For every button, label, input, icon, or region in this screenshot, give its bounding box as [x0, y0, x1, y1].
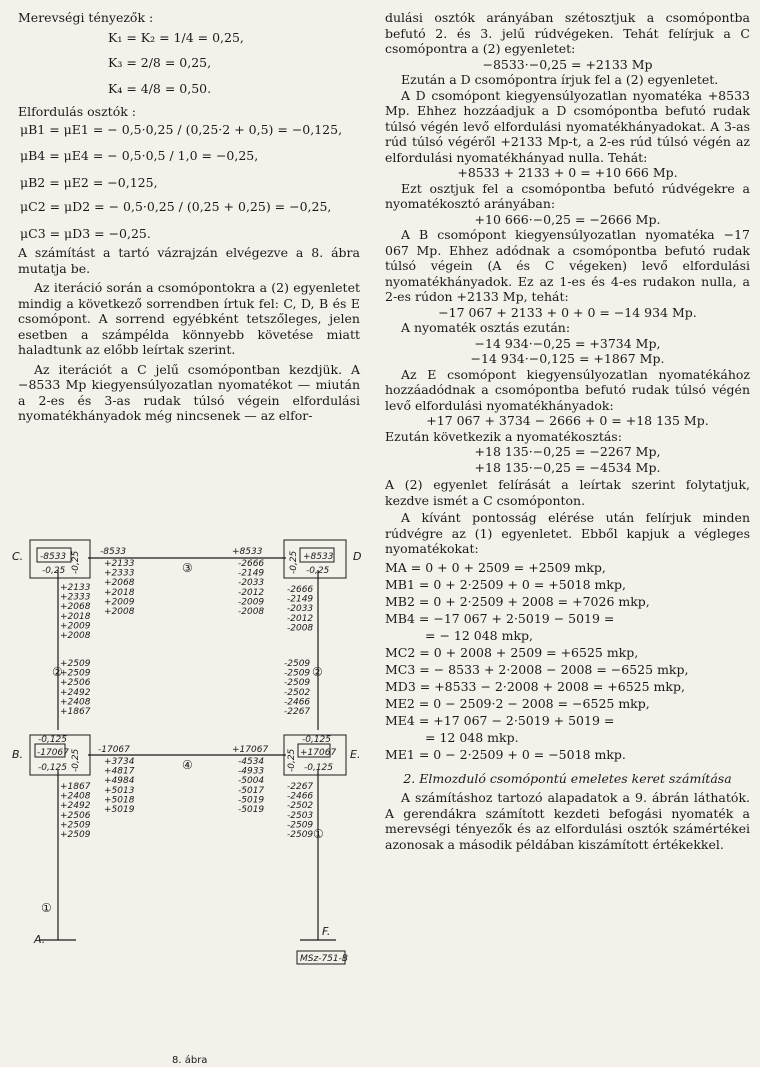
- beam-bottom-left-value: +3734: [104, 757, 135, 767]
- b-box-bottom: -0,125: [38, 763, 68, 773]
- column-b-top-value: +1867: [60, 707, 91, 717]
- equation-b-split-1: −14 934·−0,25 = +3734 Mp,: [474, 335, 661, 351]
- standard-stamp: MSz-751-B: [300, 954, 349, 964]
- section-heading: 2. Elmozduló csomópontú emeletes keret számítása: [403, 770, 732, 786]
- mu-eq-2: μB4 = μE4 = − 0,5·0,5 / 1,0 = −0,25,: [20, 148, 259, 163]
- equation-c-distribution: −8533·−0,25 = +2133 Mp: [482, 56, 653, 72]
- beam-bottom-right-value: -5019: [238, 795, 265, 806]
- final-moment-c3: MC3 = − 8533 + 2·2008 − 2008 = −6525 mkp,: [385, 661, 689, 677]
- paragraph-basic-data: A számításhoz tartozó alapadatok a 9. ábrán láthatók. A gerendákra számított kezdeti befogási nyomaték a merevségi tényezők és az elfordulási osztók számértékei azonosak a második példában kiszámított értékekkel.: [385, 790, 750, 852]
- column-e-bottom-value: -2503: [287, 810, 314, 821]
- beam-bottom-right-value: +17067: [232, 745, 269, 755]
- paragraph-d-split: Ezt osztjuk fel a csomópontba befutó rúdvégekre a nyomatékosztó arányában:: [385, 180, 750, 211]
- beam-bottom-left-value: +5018: [104, 795, 135, 806]
- final-moment-e4-result: = 12 048 mkp.: [425, 729, 519, 745]
- beam-bottom-right-value: -4933: [238, 766, 265, 777]
- paragraph-figure-ref: A számítást a tartó vázrajzán elvégezve a 8. ábra mutatja be.: [18, 245, 360, 276]
- b-box-moment: -17067: [37, 748, 69, 758]
- column-c-value: +2009: [60, 621, 91, 632]
- paragraph-iteration-order: Az iteráció során a csomópontokra a (2) egyenletet mindig a következő sorrendben írtuk fel: C, D, B és E csomópont. A sorrend egyébként tetszőleges, jelen esetben a számpélda könnyebb követése miatt haladtunk az előbb leírtak szerint.: [18, 280, 360, 357]
- mu-eq-4: μC2 = μD2 = − 0,5·0,25 / (0,25 + 0,25) = −0,25,: [20, 199, 332, 214]
- final-moment-c2: MC2 = 0 + 2008 + 2509 = +6525 mkp,: [385, 644, 639, 660]
- e-box-vertical: -0,25: [287, 748, 297, 772]
- figure-caption: 8. ábra: [172, 1055, 208, 1066]
- paragraph-node-b: A B csomópont kiegyensúlyozatlan nyomatéka −17 067 Mp. Ehhez adódnak a csomópontba befutó rudak túlsó végein (A és C végeken) levő elfordulási nyomatékhányadok. Ez az 1-es és 4-es rudakon nulla, a 2-es rúdon +2133 Mp, tehát:: [385, 227, 750, 304]
- beam-bottom-right-value: -5019: [238, 805, 265, 815]
- column-d-value: -2008: [287, 623, 314, 634]
- column-b-bottom-value: +2506: [60, 810, 91, 821]
- final-moment-e2: ME2 = 0 − 2509·2 − 2008 = −6525 mkp,: [385, 695, 650, 711]
- bar-label-2-left: ②: [52, 665, 63, 679]
- beam-top-right-value: -2149: [238, 568, 265, 579]
- column-b-bottom-value: +2509: [60, 830, 91, 840]
- e-box-top: -0,125: [302, 735, 332, 745]
- beam-bottom-left-value: +4817: [104, 766, 135, 777]
- beam-top-right-value: -2666: [238, 559, 265, 569]
- beam-top-right-value: -2033: [238, 578, 265, 589]
- beam-top-right-value: -2008: [238, 607, 265, 617]
- e-box-moment: +17067: [300, 748, 337, 758]
- column-b-bottom-value: +2509: [60, 820, 91, 831]
- node-label-f: F.: [322, 925, 331, 938]
- final-moment-b1: MB1 = 0 + 2·2509 + 0 = +5018 mkp,: [385, 576, 626, 592]
- column-b-bottom-value: +2492: [60, 801, 91, 812]
- paragraph-moment-split: A nyomaték osztás ezután:: [401, 320, 571, 335]
- equation-e-split-2: +18 135·−0,25 = −4534 Mp.: [474, 459, 661, 475]
- final-moment-e4: ME4 = +17 067 − 2·5019 + 5019 =: [385, 712, 615, 728]
- column-e-top-value: -2509: [284, 668, 311, 679]
- column-e-bottom-value: -2267: [287, 782, 314, 792]
- paragraph-node-d: Ezután a D csomópontra írjuk fel a (2) egyenletet.: [401, 72, 719, 87]
- column-b-top-value: +2509: [60, 659, 91, 669]
- column-b-bottom-value: +2408: [60, 791, 91, 802]
- k-eq-2: K₃ = 2/8 = 0,25,: [108, 55, 212, 70]
- paragraph-distribute: dulási osztók arányában szétosztjuk a csomópontba befutó 2. és 3. jelű rúdvégeken. Tehát felírjuk a C csomópontra a (2) egyenletet:: [385, 10, 750, 56]
- beam-bottom-left-value: -17067: [98, 745, 130, 755]
- column-d-value: -2666: [287, 585, 314, 595]
- e-box-bottom: -0,125: [304, 763, 334, 773]
- node-label-c: C.: [12, 550, 24, 563]
- final-moment-b2: MB2 = 0 + 2·2509 + 2008 = +7026 mkp,: [385, 593, 650, 609]
- beam-top-left-value: +2018: [104, 587, 135, 598]
- column-d-value: -2012: [287, 613, 314, 624]
- paragraph-continue: A (2) egyenlet felírását a leírtak szerint folytatjuk, kezdve ismét a C csomóponton.: [385, 477, 750, 508]
- left-column: [18, 10, 360, 424]
- beam-bottom-right-value: -5004: [238, 776, 265, 787]
- mu-eq-1: μB1 = μE1 = − 0,5·0,25 / (0,25·2 + 0,5) = −0,125,: [20, 121, 343, 137]
- mu-eq-5: μC3 = μD3 = −0,25.: [20, 225, 151, 241]
- b-box-vertical: -0,25: [71, 748, 81, 772]
- beam-top-left-value: +2068: [104, 578, 135, 589]
- bar-label-3: ③: [182, 561, 193, 575]
- paragraph-e-split: Ezután következik a nyomatékosztás:: [385, 428, 622, 444]
- mu-eq-3: μB2 = μE2 = −0,125,: [20, 174, 158, 190]
- column-e-top-value: -2502: [284, 687, 311, 698]
- beam-top-left-value: -8533: [100, 547, 127, 557]
- beam-top-right-value: -2009: [238, 597, 265, 608]
- d-box-factor-vertical: -0,25: [289, 550, 299, 574]
- column-c-value: +2068: [60, 602, 91, 613]
- d-box-moment: +8533: [303, 552, 334, 562]
- d-box-factor: -0,25: [306, 566, 330, 576]
- beam-top-left-value: +2008: [104, 607, 135, 617]
- column-b-bottom-value: +1867: [60, 782, 91, 792]
- column-e-top-value: -2466: [284, 697, 311, 708]
- column-e-top-value: -2509: [284, 659, 311, 669]
- beam-top-right-value: +8533: [232, 547, 263, 557]
- distribution-heading: Elfordulás osztók :: [18, 104, 136, 119]
- final-moment-e1: ME1 = 0 − 2·2509 + 0 = −5018 mkp.: [385, 746, 626, 762]
- beam-bottom-right-value: -4534: [238, 757, 265, 767]
- node-label-e: E.: [350, 748, 361, 761]
- paragraph-final-moments: A kívánt pontosság elérése után felírjuk minden rúdvégre az (1) egyenletet. Ebből kapjuk a végleges nyomatékokat:: [385, 510, 750, 556]
- column-d-value: -2033: [287, 604, 314, 615]
- b-box-top: -0,125: [38, 735, 68, 745]
- paragraph-iteration-start: Az iterációt a C jelű csomópontban kezdjük. A −8533 Mp kiegyensúlyozatlan nyomatékot — miután a 2-es és 3-as rudak túlsó végein elfordulási nyomatékhányadok még nincsenek — az elfor-: [18, 361, 360, 423]
- column-b-top-value: +2492: [60, 687, 91, 698]
- column-e-top-value: -2267: [284, 707, 311, 717]
- c-box-factor-vertical: -0,25: [71, 550, 81, 574]
- column-b-top-value: +2509: [60, 668, 91, 679]
- final-moment-b4-result: = − 12 048 mkp,: [425, 627, 534, 643]
- final-moments-list: [385, 559, 750, 763]
- equation-b-split-2: −14 934·−0,125 = +1867 Mp.: [470, 351, 665, 366]
- equation-e-split-1: +18 135·−0,25 = −2267 Mp,: [474, 444, 661, 459]
- k-eq-3: K₄ = 4/8 = 0,50.: [108, 80, 212, 96]
- beam-bottom-right-value: -5017: [238, 785, 265, 796]
- column-c-value: +2008: [60, 631, 91, 641]
- bar-label-2-right: ②: [312, 665, 323, 679]
- column-c-value: +2133: [60, 583, 91, 593]
- column-b-top-value: +2506: [60, 678, 91, 689]
- beam-bottom-left-value: +4984: [104, 776, 135, 787]
- column-e-bottom-value: -2502: [287, 801, 314, 812]
- equation-e-sum: +17 067 + 3734 − 2666 + 0 = +18 135 Mp.: [426, 413, 709, 428]
- bar-label-1-right: ①: [313, 827, 324, 841]
- beam-top-right-value: -2012: [238, 587, 265, 598]
- beam-top-left-value: +2009: [104, 597, 135, 608]
- column-b-top-value: +2408: [60, 697, 91, 708]
- final-moment-a: MA = 0 + 0 + 2509 = +2509 mkp,: [385, 559, 606, 575]
- right-column: [385, 10, 750, 852]
- node-label-a: A.: [34, 933, 46, 946]
- paragraph-node-d-moment: A D csomópont kiegyensúlyozatlan nyomatéka +8533 Mp. Ehhez hozzáadjuk a D csomópontba befutó rudak túlsó végén levő elfordulási nyomatékhányadokat. A 3-as rúd túlsó végéről +2133 Mp-t, a 2-es rúd túlsó végén az elfordulási nyomatékhányad nulla. Tehát:: [385, 87, 750, 165]
- beam-top-left-value: +2333: [104, 568, 135, 579]
- node-label-b: B.: [12, 748, 24, 761]
- column-e-bottom-value: -2509: [287, 820, 314, 831]
- bar-label-4: ④: [182, 758, 193, 772]
- column-d-value: -2149: [287, 594, 314, 605]
- paragraph-node-e: Az E csomópont kiegyensúlyozatlan nyomatékához hozzáadódnak a csomópontba befutó rudak túlsó végén levő elfordulási nyomatékhányadok:: [385, 366, 750, 413]
- bar-label-1-left: ①: [41, 901, 52, 915]
- column-e-bottom-value: -2466: [287, 791, 314, 802]
- stiffness-heading: Merevségi tényezők :: [18, 10, 154, 25]
- c-box-moment: -8533: [40, 552, 67, 562]
- column-e-top-value: -2509: [284, 678, 311, 689]
- equation-b-sum: −17 067 + 2133 + 0 + 0 = −14 934 Mp.: [438, 304, 697, 320]
- beam-bottom-left-value: +5019: [104, 805, 135, 815]
- c-box-factor: -0,25: [42, 566, 66, 576]
- column-e-bottom-value: -2509: [287, 830, 314, 840]
- k-eq-1: K₁ = K₂ = 1/4 = 0,25,: [108, 29, 244, 45]
- node-label-d: D: [353, 550, 362, 563]
- beam-top-left-value: +2133: [104, 559, 135, 569]
- beam-bottom-left-value: +5013: [104, 785, 135, 796]
- column-c-value: +2018: [60, 611, 91, 622]
- final-moment-d3: MD3 = +8533 − 2·2008 + 2008 = +6525 mkp,: [385, 678, 685, 694]
- equation-d-sum: +8533 + 2133 + 0 = +10 666 Mp.: [457, 165, 678, 180]
- figure-8-frame-diagram: [0, 530, 372, 1067]
- equation-d-distribution: +10 666·−0,25 = −2666 Mp.: [474, 211, 661, 227]
- final-moment-b4: MB4 = −17 067 + 2·5019 − 5019 =: [385, 610, 615, 626]
- column-c-value: +2333: [60, 592, 91, 603]
